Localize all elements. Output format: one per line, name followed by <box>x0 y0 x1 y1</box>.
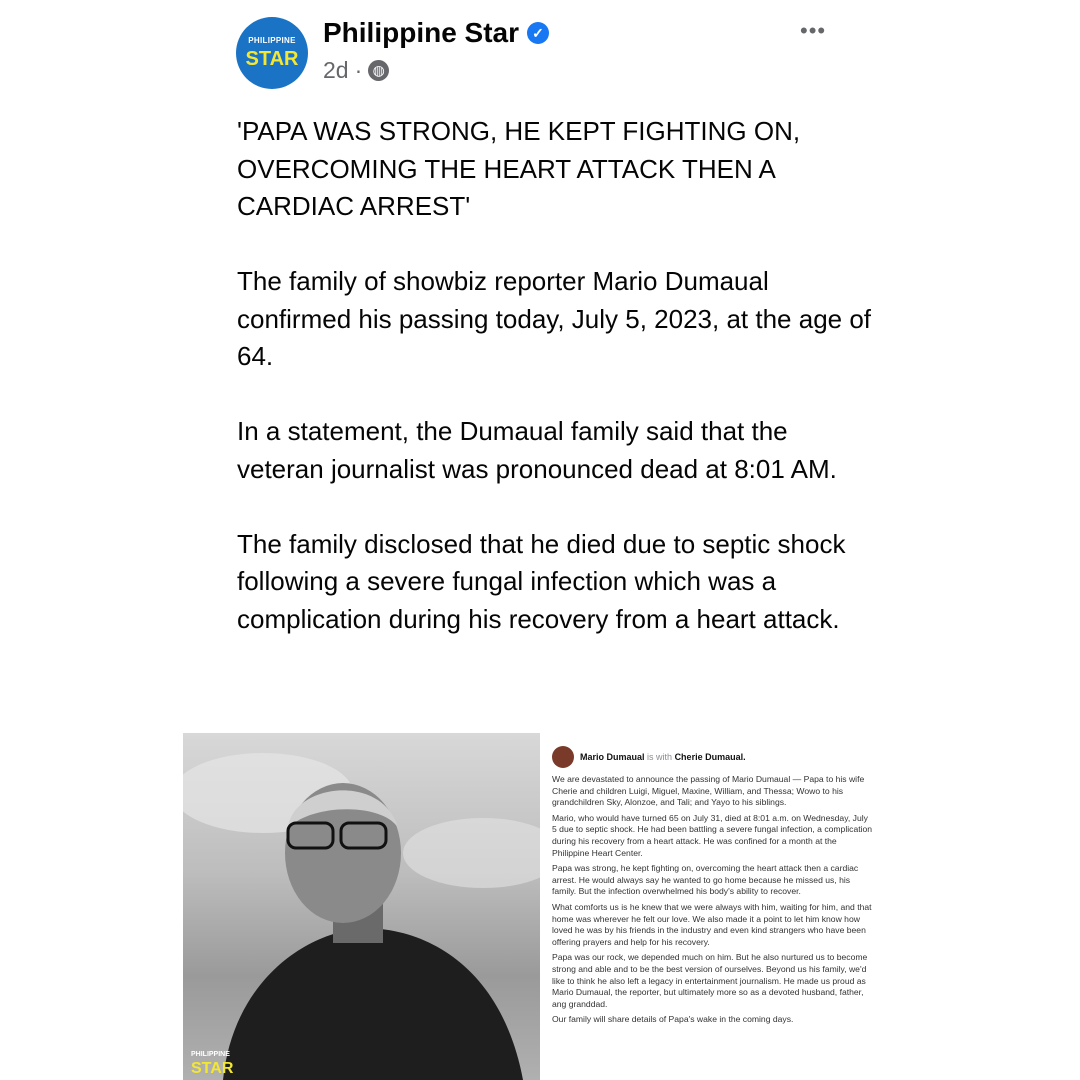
statement-paragraph: We are devastated to announce the passing of Mario Dumaual — Papa to his wife Cherie and children Luigi, Miguel, Maxine, William, and Thessa; Wowo to his grandchildren Sky, Alonzoe, and Tali; and Yayo to his siblings. <box>552 774 865 808</box>
post-meta <box>323 56 389 84</box>
statement-screenshot[interactable] <box>540 733 885 1080</box>
meta-separator: · <box>354 57 363 83</box>
portrait-illustration <box>183 733 540 1080</box>
post-paragraph: The family disclosed that he died due to septic shock following a severe fungal infection which was a complication during his recovery from a heart attack. <box>237 528 846 634</box>
post-headline: 'PAPA WAS STRONG, HE KEPT FIGHTING ON, OVERCOMING THE HEART ATTACK THEN A CARDIAC ARREST' <box>237 116 801 221</box>
watermark-bottom: STAR <box>191 1060 234 1077</box>
avatar-text-top: PHILIPPINE <box>248 35 296 45</box>
more-options-button[interactable]: ••• <box>800 18 827 43</box>
statement-paragraph: Papa was our rock, we depended much on him. But he also nurtured us to become strong and able and to be the best version of ourselves. Beyond us his family, we'd like to think he also left a legacy in entertainment journalism. He made us proud as Mario Dumaual, the reporter, but ultimately more so as a devoted husband, father, ang granddad. <box>552 952 868 1009</box>
statement-author: Mario Dumaual <box>580 752 645 762</box>
watermark-top: PHILIPPINE <box>191 1051 230 1058</box>
globe-icon: ◍ <box>368 60 389 81</box>
statement-paragraph: Papa was strong, he kept fighting on, overcoming the heart attack then a cardiac arrest. He would always say he wanted to go home because he missed us, his family. But the infection overwhelmed his body's ability to recover. <box>552 863 859 897</box>
statement-paragraph: What comforts us is he knew that we were always with him, waiting for him, and that home was wherever he felt our love. We also made it a point to let him know how loved he was by his friends in the industry and even kind strangers who have been offering prayers and help for his recovery. <box>552 901 872 947</box>
avatar-text-bottom: STAR <box>245 47 299 70</box>
post-paragraph: In a statement, the Dumaual family said that the veteran journalist was pronounced dead at 8:01 AM. <box>237 416 837 484</box>
post-photo[interactable] <box>183 733 540 1080</box>
statement-header <box>552 746 873 768</box>
page-name-link[interactable]: Philippine Star <box>323 17 520 48</box>
page-name-row <box>323 16 549 50</box>
page-avatar[interactable] <box>236 17 308 89</box>
statement-with: is with <box>647 752 673 762</box>
post-time[interactable]: 2d <box>323 57 349 83</box>
post-text <box>237 113 877 676</box>
statement-avatar <box>552 746 574 768</box>
statement-tagged: Cherie Dumaual. <box>674 752 746 762</box>
post-paragraph: The family of showbiz reporter Mario Dumaual confirmed his passing today, July 5, 2023, at the age of 64. <box>237 266 872 371</box>
statement-paragraph: Mario, who would have turned 65 on July 31, died at 8:01 a.m. on Wednesday, July 5 due to septic shock. He had been battling a severe fungal infection, a complication during his recovery from a heart attack. He was confined for a month at the Philippine Heart Center. <box>552 812 873 858</box>
statement-paragraph: Our family will share details of Papa's wake in the coming days. <box>552 1014 794 1025</box>
verified-badge-icon: ✓ <box>527 22 549 44</box>
watermark-logo <box>191 1050 233 1078</box>
